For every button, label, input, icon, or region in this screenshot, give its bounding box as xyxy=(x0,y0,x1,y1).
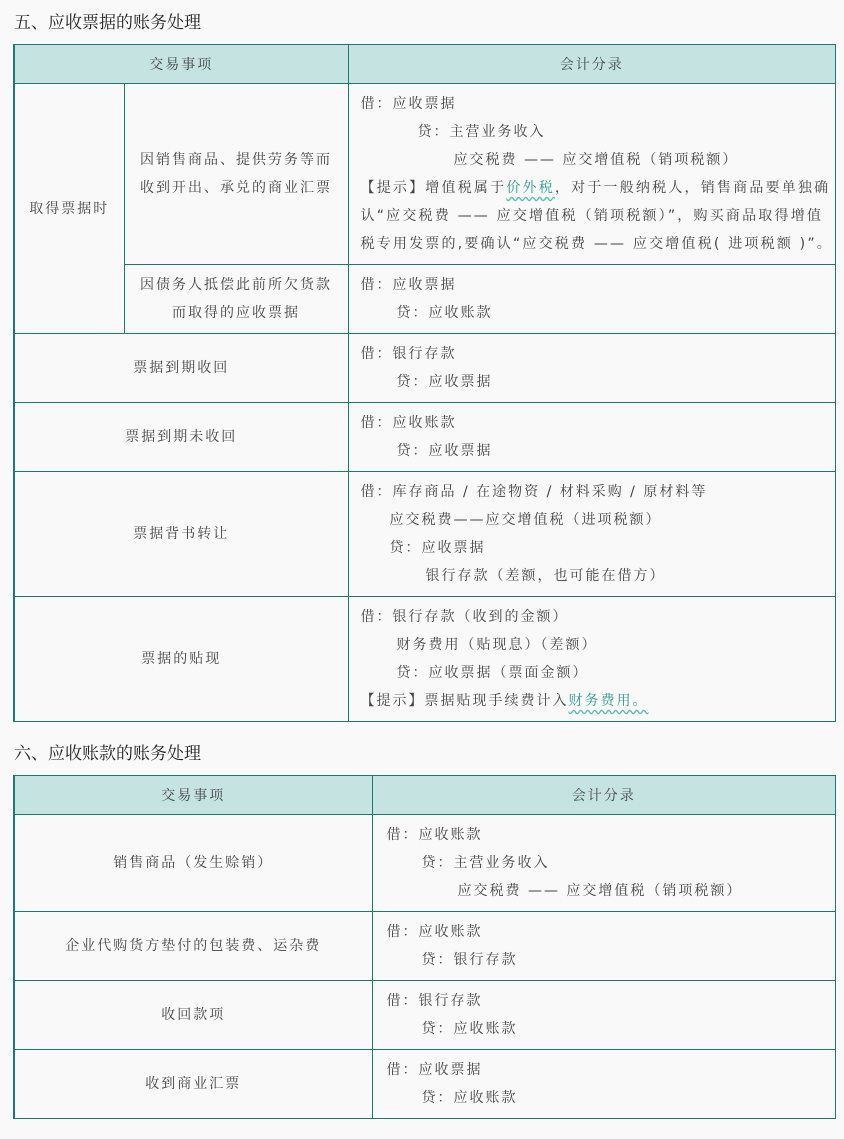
entry-line: 借：应收账款 xyxy=(386,827,483,843)
entry-line: 财务费用（贴现息）（差额） xyxy=(396,637,598,653)
item-cell: 票据到期未收回 xyxy=(14,403,348,472)
table-row xyxy=(14,815,836,912)
accounts-receivable-table xyxy=(13,775,836,1119)
tip-text xyxy=(361,687,836,715)
entry-line: 贷：应收账款 xyxy=(421,1021,518,1037)
item-cell: 企业代购货方垫付的包装费、运杂费 xyxy=(14,912,372,981)
table-row xyxy=(14,597,836,722)
section-title: 五、应收票据的账务处理 xyxy=(14,13,201,33)
table-row xyxy=(14,334,836,403)
entry-cell xyxy=(348,334,836,403)
entry-cell xyxy=(372,981,836,1050)
entry-cell xyxy=(348,84,836,265)
item-cell: 票据到期收回 xyxy=(14,334,348,403)
tip-prefix: 【提示】票据贴现手续费计入 xyxy=(360,693,569,709)
entry-line: 贷：应收票据 xyxy=(396,443,493,459)
table-row xyxy=(14,912,836,981)
table-row xyxy=(14,472,836,597)
entry-line: 贷：应收账款 xyxy=(396,305,493,321)
table-row xyxy=(14,403,836,472)
notes-receivable-table xyxy=(13,44,836,722)
table-row xyxy=(14,265,836,334)
entry-cell xyxy=(348,265,836,334)
table-row xyxy=(14,84,836,265)
entry-line: 贷：银行存款 xyxy=(421,952,518,968)
entry-line: 贷：应收票据 xyxy=(389,540,486,556)
item-cell: 票据的贴现 xyxy=(14,597,348,722)
entry-line: 借：应收账款 xyxy=(360,415,457,431)
entry-line: 借：应收票据 xyxy=(386,1062,483,1078)
entry-line: 贷：应收票据 xyxy=(396,374,493,390)
item-cell: 收回款项 xyxy=(14,981,372,1050)
entry-line: 贷：主营业务收入 xyxy=(417,124,546,140)
item-cell: 因销售商品、提供劳务等而收到开出、承兑的商业汇票 xyxy=(124,84,348,265)
entry-line: 应交税费 —— 应交增值税（销项税额） xyxy=(453,152,739,168)
entry-line: 借：应收票据 xyxy=(360,96,457,112)
table-row xyxy=(14,1050,836,1119)
tip-text xyxy=(361,174,836,258)
entry-cell xyxy=(348,403,836,472)
entry-line: 借：应收票据 xyxy=(360,277,457,293)
entry-line: 贷：应收账款 xyxy=(421,1090,518,1106)
entry-line: 贷：应收票据（票面金额） xyxy=(396,665,589,681)
entry-line: 贷：主营业务收入 xyxy=(421,855,550,871)
term-link[interactable]: 价外税 xyxy=(506,180,555,196)
col-header: 交易事项 xyxy=(14,776,372,815)
col-header: 会计分录 xyxy=(348,45,836,84)
entry-cell xyxy=(372,815,836,912)
entry-line: 银行存款（差额，也可能在借方） xyxy=(425,568,666,584)
item-cell: 收到商业汇票 xyxy=(14,1050,372,1119)
group-cell: 取得票据时 xyxy=(14,84,124,334)
entry-line: 应交税费 —— 应交增值税（销项税额） xyxy=(457,883,743,899)
entry-cell xyxy=(348,597,836,722)
item-cell: 因债务人抵偿此前所欠货款而取得的应收票据 xyxy=(124,265,348,334)
term-link[interactable]: 财务费用。 xyxy=(568,693,649,709)
entry-line: 借：银行存款 xyxy=(386,993,483,1009)
entry-line: 应交税费——应交增值税（进项税额） xyxy=(389,512,662,528)
item-cell: 票据背书转让 xyxy=(14,472,348,597)
tip-body: ，对于一般纳税人，销售商品要单独确认“应交税费 —— 应交增值税（销项税额）”，购买商品取得增值税专用发票的,要确认“应交税费 —— 应交增值税( 进项税额 )”。 xyxy=(360,180,833,252)
entry-cell xyxy=(372,912,836,981)
entry-cell xyxy=(372,1050,836,1119)
col-header: 交易事项 xyxy=(14,45,348,84)
col-header: 会计分录 xyxy=(372,776,836,815)
entry-line: 借：库存商品 / 在途物资 / 材料采购 / 原材料等 xyxy=(360,484,708,500)
tip-prefix: 【提示】增值税属于 xyxy=(360,180,507,196)
item-cell: 销售商品（发生赊销） xyxy=(14,815,372,912)
table-row xyxy=(14,981,836,1050)
entry-line: 借：银行存款 xyxy=(360,346,457,362)
entry-line: 借：应收账款 xyxy=(386,924,483,940)
entry-cell xyxy=(348,472,836,597)
section-title: 六、应收账款的账务处理 xyxy=(14,744,201,764)
entry-line: 借：银行存款（收到的金额） xyxy=(360,609,569,625)
